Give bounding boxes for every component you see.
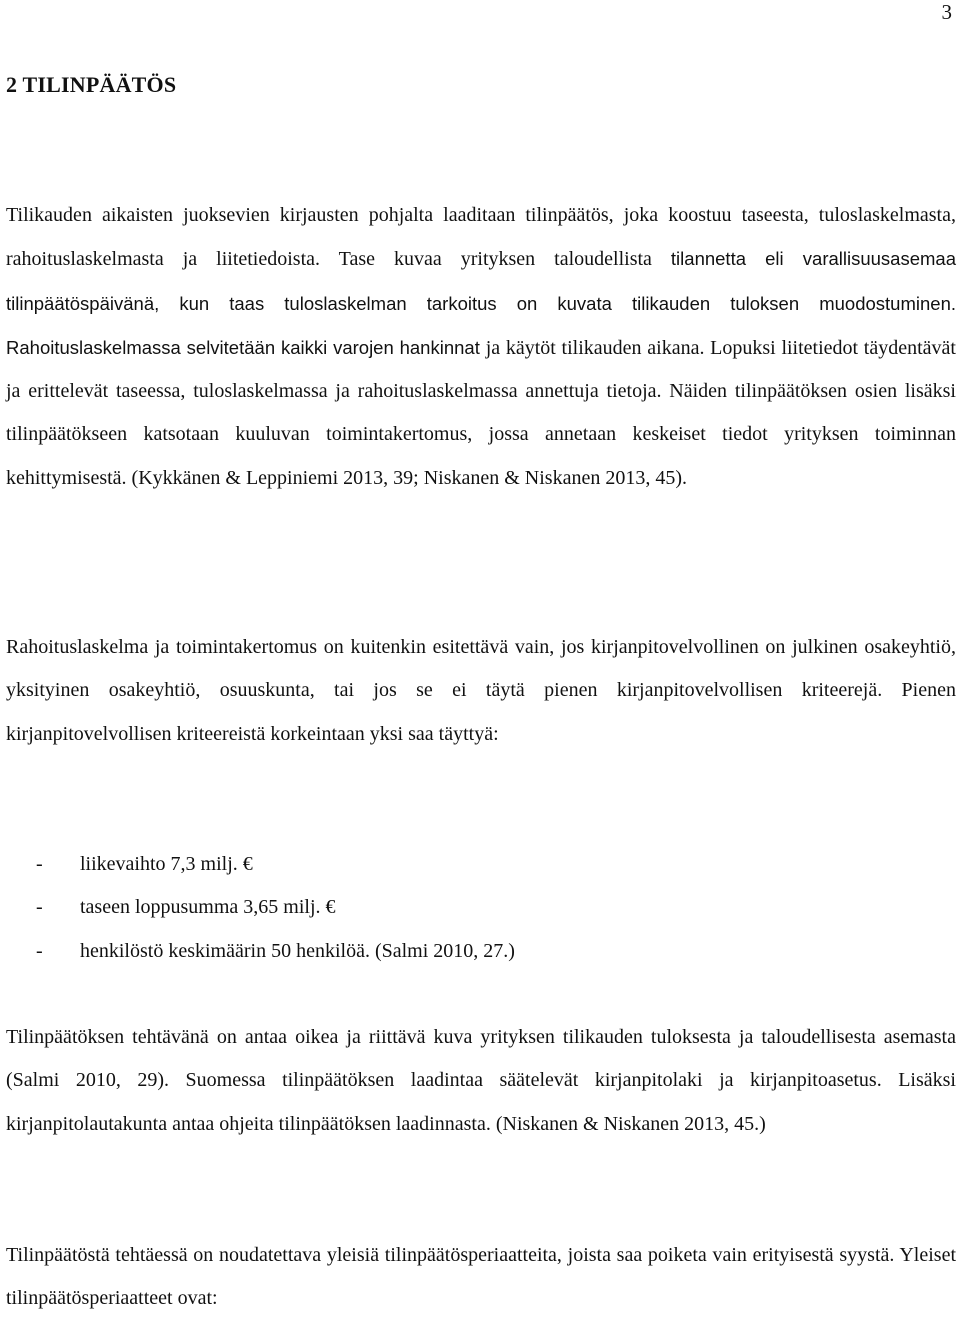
list-marker: - [36, 853, 43, 875]
paragraph-accounting-principles: Tilinpäätöstä tehtäessä on noudatettava yleisiä tilinpäätösperiaatteita, joista saa poiketa vain erityisestä syystä. Yleiset tilinpäätösperiaatteet ovat: [6, 1244, 956, 1310]
paragraph-text-serif-end: ja käytöt tilikauden aikana. Lopuksi liitetiedot täydentävät ja erittelevät taseessa, tuloslaskelmassa ja rahoituslaskelmassa annettuja tietoja. Näiden tilinpäätöksen osien lisäksi tilinpäätökseen katsotaan kuuluvan toimintakertomus, jossa annetaan keskeiset tiedot yrityksen toiminnan kehittymisestä. (Kykkänen & Leppiniemi 2013, 39; Niskanen & Niskanen 2013, 45). [6, 336, 956, 489]
list-marker: - [36, 896, 43, 919]
paragraph-cash-flow-requirement: Rahoituslaskelma ja toimintakertomus on kuitenkin esitettävä vain, jos kirjanpitovelvollinen on julkinen osakeyhtiö, yksityinen osakeyhtiö, osuuskunta, tai jos se ei täytä pienen kirjanpitovelvollisen kriteerejä. Pienen kirjanpitovelvollisen kriteereistä korkeintaan yksi saa täyttyä: [6, 636, 956, 745]
list-item-text: liikevaihto 7,3 milj. € [80, 853, 253, 875]
list-item-text: taseen loppusumma 3,65 milj. € [80, 896, 336, 919]
paragraph-financial-statements [6, 194, 956, 500]
list-marker: - [36, 939, 43, 962]
section-heading: 2 TILINPÄÄTÖS [6, 72, 177, 97]
list-item [36, 843, 515, 886]
list-item [36, 886, 515, 929]
page-number: 3 [941, 0, 952, 24]
paragraph-purpose-of-statements: Tilinpäätöksen tehtävänä on antaa oikea ja riittävä kuva yrityksen tilikauden tuloksesta ja taloudellisesta asemasta (Salmi 2010, 29). Suomessa tilinpäätöksen laadintaa säätelevät kirjanpitolaki ja kirjanpitoasetus. Lisäksi kirjanpitolautakunta antaa ohjeita tilinpäätöksen laadinnasta. (Niskanen & Niskanen 2013, 45.) [6, 1026, 956, 1135]
paragraph-text-serif-start: Tilikauden aikaisten juoksevien kirjausten pohjalta laaditaan tilinpäätös, joka koostuu taseesta, tuloslaskelmasta, rahoituslaskelmasta ja liitetiedoista. Tase kuvaa yrityksen taloudellista [6, 204, 956, 271]
paragraph-text-sans-segment: tilannetta eli varallisuusasemaa tilinpäätöspäivänä, kun taas tuloslaskelman tarkoitus on kuvata tilikauden tuloksen muodostuminen. Rahoituslaskelmassa selvitetään kaikki varojen hankinnat [6, 248, 956, 358]
list-item-text: henkilöstö keskimäärin 50 henkilöä. (Salmi 2010, 27.) [80, 939, 515, 962]
list-item [36, 930, 515, 973]
small-company-criteria-list [36, 843, 515, 973]
